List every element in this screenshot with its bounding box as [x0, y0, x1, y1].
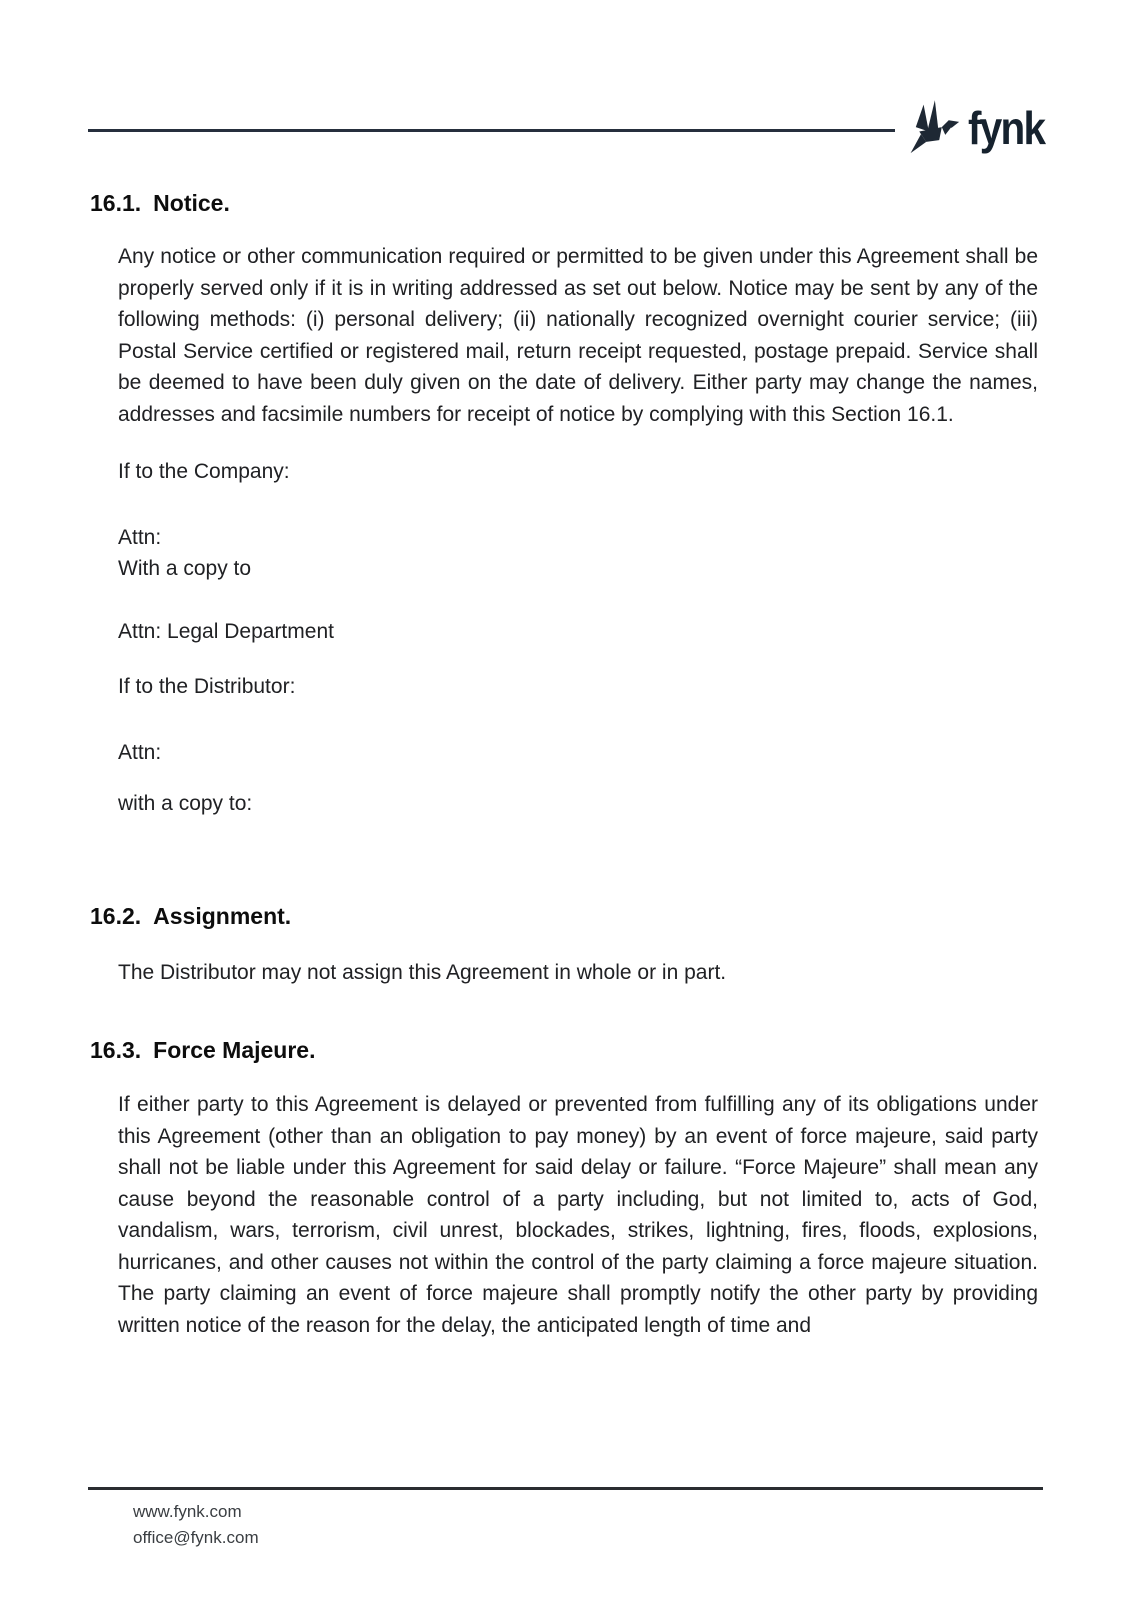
- section-title: Assignment.: [153, 902, 292, 929]
- section-title: Notice.: [153, 190, 230, 216]
- footer-rule: [88, 1487, 1043, 1490]
- footer-email-link[interactable]: office@fynk.com: [133, 1528, 259, 1547]
- copy-line-2: with a copy to:: [118, 792, 253, 815]
- attn-line-1: Attn:: [118, 525, 162, 549]
- section-number: 16.1.: [90, 190, 142, 216]
- footer-website-link[interactable]: www.fynk.com: [133, 1502, 242, 1521]
- section-title: Force Majeure.: [153, 1037, 316, 1063]
- footer: [133, 1499, 259, 1551]
- section-heading-16-3: [90, 1037, 1038, 1063]
- attn-line-2: Attn:: [118, 740, 162, 764]
- document-body: [90, 190, 1038, 1341]
- force-majeure-paragraph: If either party to this Agreement is delayed or prevented from fulfilling any of its obligations under this Agreement (other than an obligation to pay money) by an event of force majeure, said party shall not be liable under this Agreement for said delay or failure. “Force Majeure” shall mean any cause beyond the reasonable control of a party including, but not limited to, acts of God, vandalism, wars, terrorism, civil unrest, blockades, strikes, lightning, fires, floods, explosions, hurricanes, and other causes not within the control of the party claiming a force majeure situation. The party claiming an event of force majeure shall promptly notify the other party by providing written notice of the reason for the delay, the anticipated length of time and: [118, 1093, 1038, 1337]
- section-heading-16-1: [90, 190, 1038, 216]
- notice-paragraph: Any notice or other communication required or permitted to be given under this Agreement shall be properly served only if it is in writing addressed as set out below. Notice may be sent by any of the following methods: (i) personal delivery; (ii) nationally recognized overnight courier service; (iii) Postal Service certified or registered mail, return receipt requested, postage prepaid. Service shall be deemed to have been duly given on the date of delivery. Either party may change the names, addresses and facsimile numbers for receipt of notice by complying with this Section 16.1.: [118, 245, 1038, 426]
- fynk-logo: [908, 96, 1055, 160]
- copy-line-1: With a copy to: [118, 557, 252, 580]
- distributor-label-line: If to the Distributor:: [118, 675, 296, 698]
- company-label-line: If to the Company:: [118, 460, 290, 483]
- assignment-paragraph: The Distributor may not assign this Agreement in whole or in part.: [118, 960, 727, 984]
- section-number: 16.2.: [90, 902, 142, 929]
- section-heading-16-2: [90, 903, 1038, 929]
- section-number: 16.3.: [90, 1037, 142, 1063]
- attn-legal-line: Attn: Legal Department: [118, 619, 334, 643]
- header-rule: [88, 129, 895, 132]
- logo-wordmark: fynk: [968, 102, 1045, 154]
- origami-crane-icon: [908, 99, 960, 157]
